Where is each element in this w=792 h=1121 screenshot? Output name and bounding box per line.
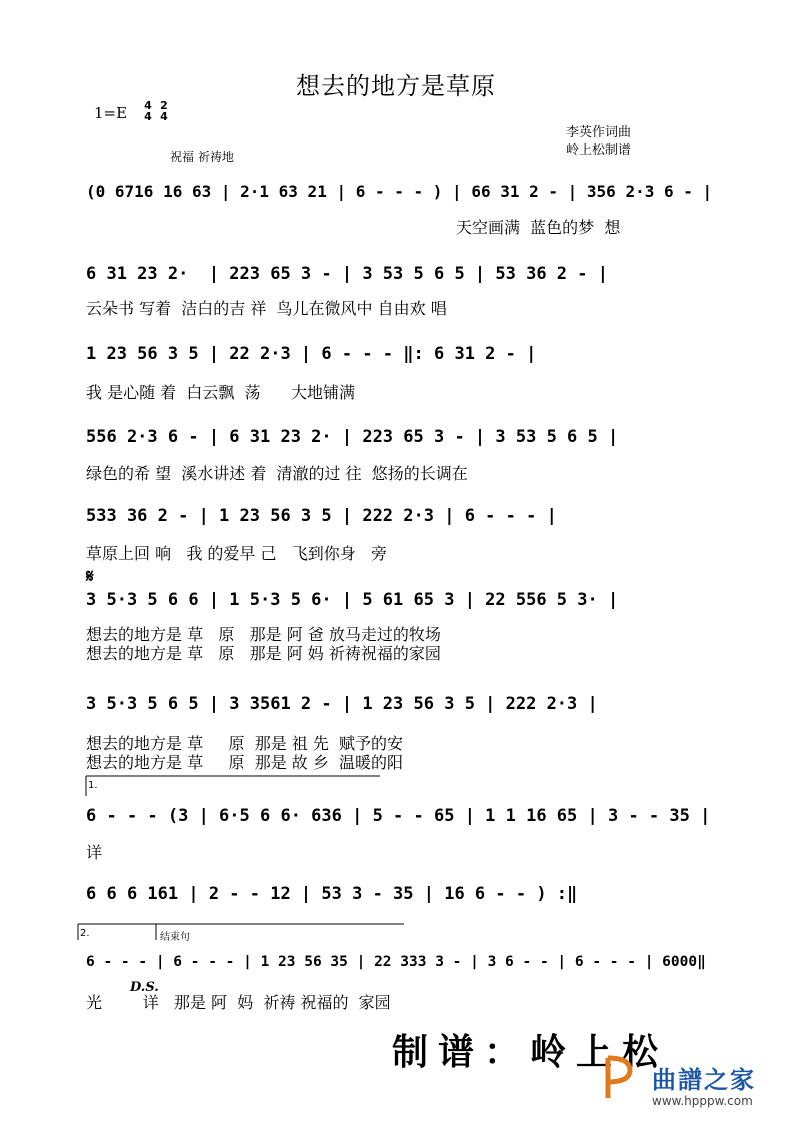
performance-hint: 祝福 祈祷地 [170, 150, 234, 164]
transcriber-signature: 制谱：岭上松 [392, 1032, 669, 1073]
lyrics-row-1: 天空画满 蓝色的梦 想 [456, 218, 621, 237]
notation-row-9: 6 6 6 161 | 2 - - 12 | 53 3 - 35 | 16 6 - - ) :‖ [86, 884, 578, 904]
volta-1-label: 1. [88, 780, 98, 791]
notation-row-8: 6 - - - (3 | 6·5 6 6· 636 | 5 - - 65 | 1 1 16 65 | 3 - - 35 | [86, 806, 711, 826]
notation-row-2: 6 31 23 2· | 223 65 3 - | 3 53 5 6 5 | 53 36 2 - | [86, 264, 608, 284]
notation-row-3: 1 23 56 3 5 | 22 2·3 | 6 - - - ‖: 6 31 2 - | [86, 344, 537, 364]
notation-row-4: 556 2·3 6 - | 6 31 23 2· | 223 65 3 - | 3 53 5 6 5 | [86, 427, 619, 447]
transcriber-credit: 岭上松制谱 [566, 143, 632, 158]
lyrics-row-4: 绿色的希 望 溪水讲述 着 清澈的过 往 悠扬的长调在 [86, 464, 468, 483]
lyrics-row-5: 草原上回 响 我 的爱早 己 飞到你身 旁 [86, 544, 388, 563]
composer-credit: 李英作词曲 [566, 125, 632, 140]
ending-label: 结束句 [160, 932, 190, 943]
lyrics-row-8: 详 [86, 843, 103, 862]
lyrics-row-7-verse-1: 想去的地方是 草 原 那是 祖 先 赋予的安 [86, 734, 404, 753]
site-logo-name: 曲譜之家 [652, 1066, 756, 1094]
notation-row-6: 3 5·3 5 6 6 | 1 5·3 5 6· | 5 61 65 3 | 22 556 5 3· | [86, 590, 619, 610]
lyrics-row-7-verse-2: 想去的地方是 草 原 那是 故 乡 温暖的阳 [86, 753, 404, 772]
lyrics-row-6-verse-2: 想去的地方是 草 原 那是 阿 妈 祈祷祝福的家园 [86, 644, 441, 663]
notation-row-10: 6 - - - | 6 - - - | 1 23 56 35 | 22 333 3 - | 3 6 - - | 6 - - - | 6000‖ [86, 954, 706, 970]
notation-row-1: (0 6716 16 63 | 2·1 63 21 | 6 - - - ) | 66 31 2 - | 356 2·3 6 - | [86, 182, 713, 201]
lyrics-row-2: 云朵书 写着 洁白的吉 祥 鸟儿在微风中 自由欢 唱 [86, 299, 447, 318]
notation-row-5: 533 36 2 - | 1 23 56 3 5 | 222 2·3 | 6 - - - | [86, 506, 557, 526]
lyrics-row-3: 我 是心随 着 白云飘 荡 大地铺满 [86, 383, 356, 402]
site-logo-url: www.hpppw.com [652, 1094, 753, 1108]
key-signature: 1=E [94, 104, 128, 122]
lyrics-row-10: 光 详 那是 阿 妈 祈祷 祝福的 家园 [86, 993, 391, 1012]
time-signature-2-4: 2 4 [160, 99, 168, 123]
volta-2-label: 2. [80, 928, 90, 939]
dal-segno-mark: D.S. [130, 980, 159, 995]
segno-sign: 𝄋 [86, 566, 94, 587]
time-signature-4-4: 4 4 [144, 99, 152, 123]
notation-row-7: 3 5·3 5 6 5 | 3 3561 2 - | 1 23 56 3 5 | 222 2·3 | [86, 694, 598, 714]
lyrics-row-6-verse-1: 想去的地方是 草 原 那是 阿 爸 放马走过的牧场 [86, 625, 441, 644]
score-title: 想去的地方是草原 [296, 72, 496, 100]
